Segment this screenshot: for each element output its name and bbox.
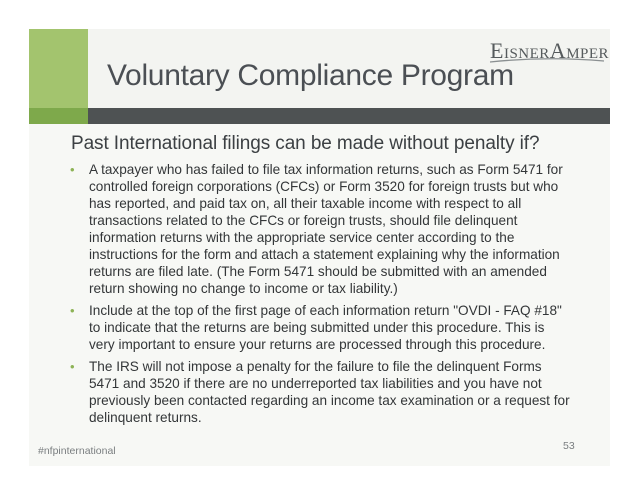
bullet-dot-icon: • bbox=[70, 303, 75, 318]
accent-strip-gray bbox=[88, 108, 610, 124]
bullet-text: A taxpayer who has failed to file tax information returns, such as Form 5471 for controlled foreign corporations (CFCs) or Form 3520 for foreign trusts but who has reported, and paid tax on, all their taxable income with respect to all transactions related to the CFCs or foreign trusts, should file delinquent information returns with the appropriate service center according to the instructions for the form and attach a statement explaining why the information returns are filed late. (The Form 5471 should be submitted with an amended return showing no change to income or tax liability.) bbox=[89, 162, 563, 296]
bullet-item bbox=[70, 161, 570, 297]
accent-strip-green bbox=[29, 108, 88, 124]
slide-subtitle: Past International filings can be made without penalty if? bbox=[71, 133, 540, 154]
footer-hashtag: #nfpinternational bbox=[38, 445, 116, 457]
bullet-item bbox=[70, 358, 570, 426]
logo-swoosh-icon bbox=[488, 57, 606, 65]
slide-title: Voluntary Compliance Program bbox=[107, 59, 514, 92]
bullet-text: Include at the top of the first page of each information return "OVDI - FAQ #18" to indicate that the returns are being submitted under this procedure. This is very important to ensure your returns are processed through this procedure. bbox=[89, 303, 562, 352]
bullet-text: The IRS will not impose a penalty for the failure to file the delinquent Forms 5471 and 3520 if there are no underreported tax liabilities and you have not previously been contacted regarding an income tax examination or a request for delinquent returns. bbox=[89, 359, 570, 425]
eisneramper-logo bbox=[488, 37, 610, 65]
logo-wordmark: EISNERAMPER bbox=[490, 38, 610, 63]
bullet-item bbox=[70, 302, 570, 353]
bullet-dot-icon: • bbox=[70, 162, 75, 177]
bullet-dot-icon: • bbox=[70, 359, 75, 374]
page-number: 53 bbox=[563, 440, 575, 452]
bullet-list bbox=[70, 161, 570, 431]
header-accent-block bbox=[29, 29, 88, 108]
